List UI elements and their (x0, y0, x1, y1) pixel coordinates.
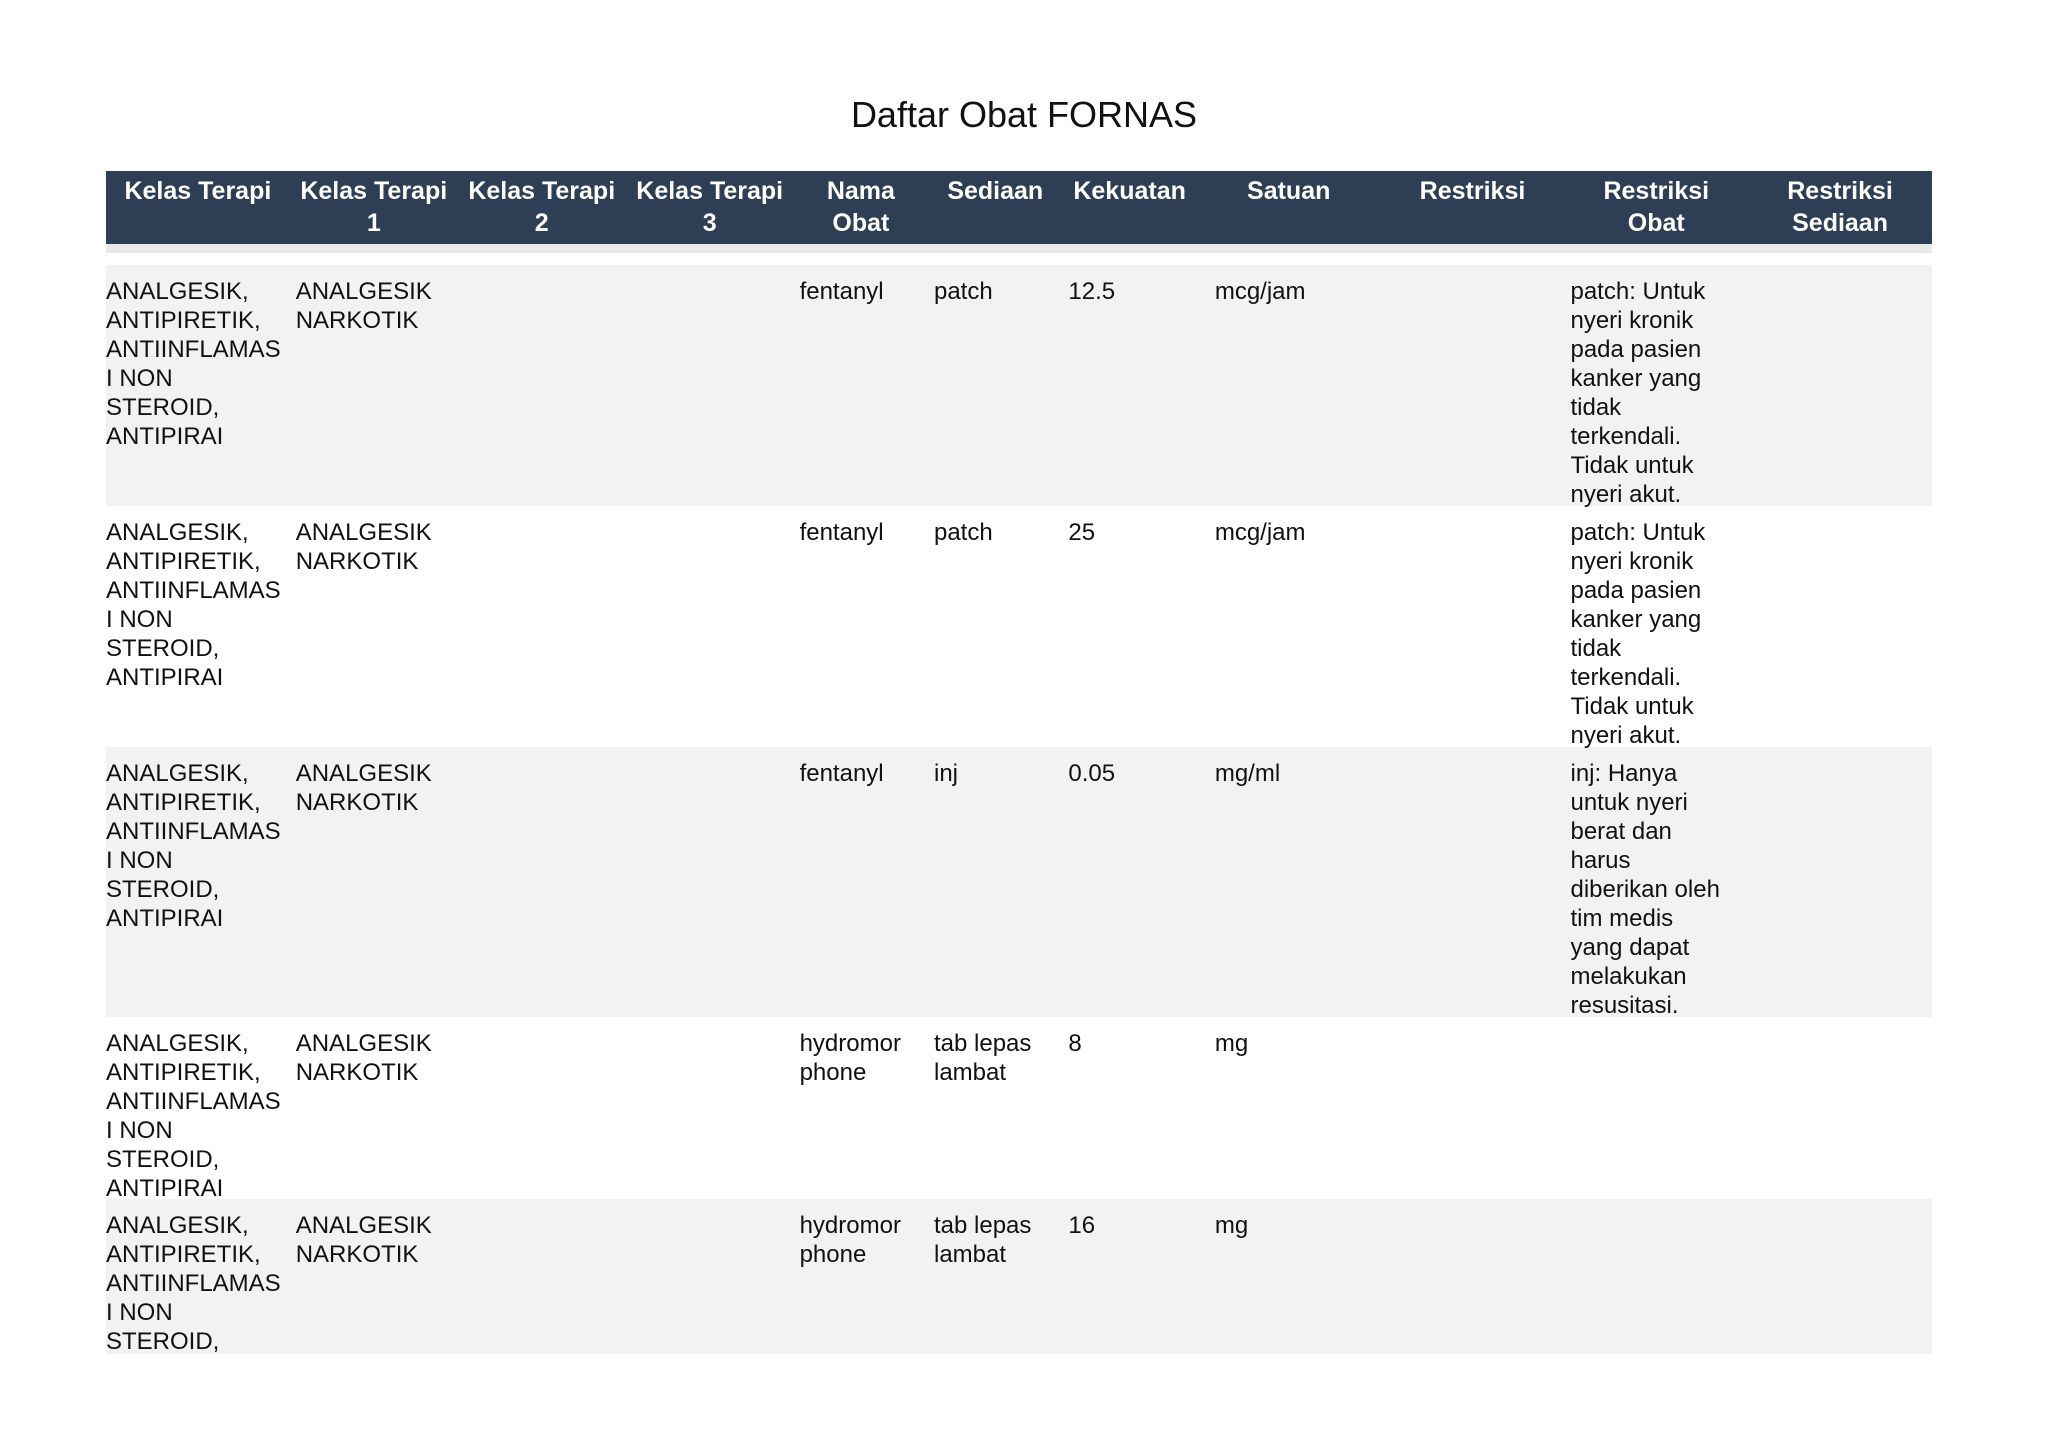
cell-sediaan: inj (933, 760, 958, 787)
page-title: Daftar Obat FORNAS (850, 94, 1198, 135)
header-kelas-terapi-1: Kelas Terapi 1 (300, 177, 448, 237)
cell-kelas-terapi-2 (458, 759, 626, 1017)
cell-nama-obat: fentanyl (799, 519, 884, 546)
cell-satuan: mcg/jam (1214, 278, 1306, 305)
cell-kelas-terapi-1: ANALGESIK NARKOTIK (295, 278, 432, 334)
header-kelas-terapi-3: Kelas Terapi 3 (636, 177, 784, 237)
table-row (106, 1017, 1932, 1202)
cell-sediaan: tab lepas lambat (933, 1212, 1032, 1268)
header-restriksi: Restriksi (1419, 177, 1526, 205)
table-row (106, 506, 1932, 747)
cell-satuan: mcg/jam (1214, 519, 1306, 546)
table-header (106, 171, 1932, 244)
cell-kekuatan: 25 (1068, 519, 1096, 546)
header-restriksi-sediaan: Restriksi Sediaan (1787, 177, 1893, 237)
cell-restriksi-obat (1564, 1029, 1748, 1199)
cell-kelas-terapi-3 (626, 277, 794, 506)
cell-sediaan: patch (933, 278, 993, 305)
cell-kekuatan: 12.5 (1068, 278, 1116, 305)
cell-restriksi-sediaan (1748, 518, 1932, 747)
cell-kelas-terapi-3 (626, 518, 794, 747)
cell-kelas-terapi: ANALGESIK, ANTIPIRETIK, ANTIINFLAMAS I NON STEROID, ANTIPIRAI (106, 1030, 281, 1202)
cell-restriksi-obat: patch: Untuk nyeri kronik pada pasien kanker yang tidak terkendali. Tidak untuk nyeri akut. (1570, 278, 1706, 508)
cell-restriksi (1381, 518, 1565, 747)
cell-nama-obat: hydromor phone (799, 1212, 901, 1268)
cell-nama-obat: hydromor phone (799, 1030, 901, 1086)
cell-kelas-terapi-2 (458, 277, 626, 506)
cell-restriksi-obat: patch: Untuk nyeri kronik pada pasien kanker yang tidak terkendali. Tidak untuk nyeri akut. (1570, 519, 1706, 749)
cell-kelas-terapi-1: ANALGESIK NARKOTIK (295, 1212, 432, 1268)
cell-sediaan: tab lepas lambat (933, 1030, 1032, 1086)
cell-satuan: mg (1214, 1212, 1249, 1239)
cell-kelas-terapi-3 (626, 759, 794, 1017)
cell-restriksi (1381, 1029, 1565, 1199)
cell-restriksi-obat: inj: Hanya untuk nyeri berat dan harus diberikan oleh tim medis yang dapat melakukan resusitasi. (1570, 760, 1720, 1019)
cell-restriksi (1381, 759, 1565, 1017)
cell-sediaan: patch (933, 519, 993, 546)
header-spacer (106, 253, 1932, 265)
cell-nama-obat: fentanyl (799, 760, 884, 787)
drug-table (106, 171, 1932, 1354)
header-restriksi-obat: Restriksi Obat (1603, 177, 1710, 237)
cell-satuan: mg/ml (1214, 760, 1281, 787)
cell-kelas-terapi: ANALGESIK, ANTIPIRETIK, ANTIINFLAMAS I NON STEROID, ANTIPIRAI (106, 760, 281, 932)
cell-kekuatan: 0.05 (1068, 760, 1116, 787)
cell-restriksi-obat (1564, 1211, 1748, 1354)
cell-restriksi-sediaan (1748, 759, 1932, 1017)
table-row (106, 747, 1932, 1017)
header-nama-obat: Nama Obat (826, 177, 895, 237)
cell-kelas-terapi: ANALGESIK, ANTIPIRETIK, ANTIINFLAMAS I NON STEROID, ANTIPIRAI (106, 278, 281, 450)
cell-restriksi-sediaan (1748, 1029, 1932, 1199)
cell-restriksi-sediaan (1748, 277, 1932, 506)
cell-satuan: mg (1214, 1030, 1249, 1057)
cell-kelas-terapi-2 (458, 1029, 626, 1199)
cell-kelas-terapi-1: ANALGESIK NARKOTIK (295, 760, 432, 816)
cell-kelas-terapi-3 (626, 1211, 794, 1354)
cell-restriksi (1381, 277, 1565, 506)
cell-kelas-terapi-2 (458, 518, 626, 747)
cell-restriksi-sediaan (1748, 1211, 1932, 1354)
header-kelas-terapi: Kelas Terapi (124, 177, 272, 205)
cell-kekuatan: 16 (1068, 1212, 1096, 1239)
header-kekuatan: Kekuatan (1073, 177, 1186, 205)
cell-kelas-terapi-1: ANALGESIK NARKOTIK (295, 1030, 432, 1086)
table-row (106, 265, 1932, 506)
cell-kekuatan: 8 (1068, 1030, 1082, 1057)
cell-nama-obat: fentanyl (799, 278, 884, 305)
cell-kelas-terapi: ANALGESIK, ANTIPIRETIK, ANTIINFLAMAS I NON STEROID, ANTIPIRAI (106, 519, 281, 691)
cell-kelas-terapi-3 (626, 1029, 794, 1199)
table-row (106, 1199, 1932, 1354)
cell-kelas-terapi-2 (458, 1211, 626, 1354)
header-kelas-terapi-2: Kelas Terapi 2 (468, 177, 616, 237)
header-divider (106, 244, 1932, 253)
cell-kelas-terapi: ANALGESIK, ANTIPIRETIK, ANTIINFLAMAS I NON STEROID, (106, 1212, 281, 1354)
header-sediaan: Sediaan (947, 177, 1044, 205)
cell-kelas-terapi-1: ANALGESIK NARKOTIK (295, 519, 432, 575)
header-satuan: Satuan (1247, 177, 1331, 205)
cell-restriksi (1381, 1211, 1565, 1354)
